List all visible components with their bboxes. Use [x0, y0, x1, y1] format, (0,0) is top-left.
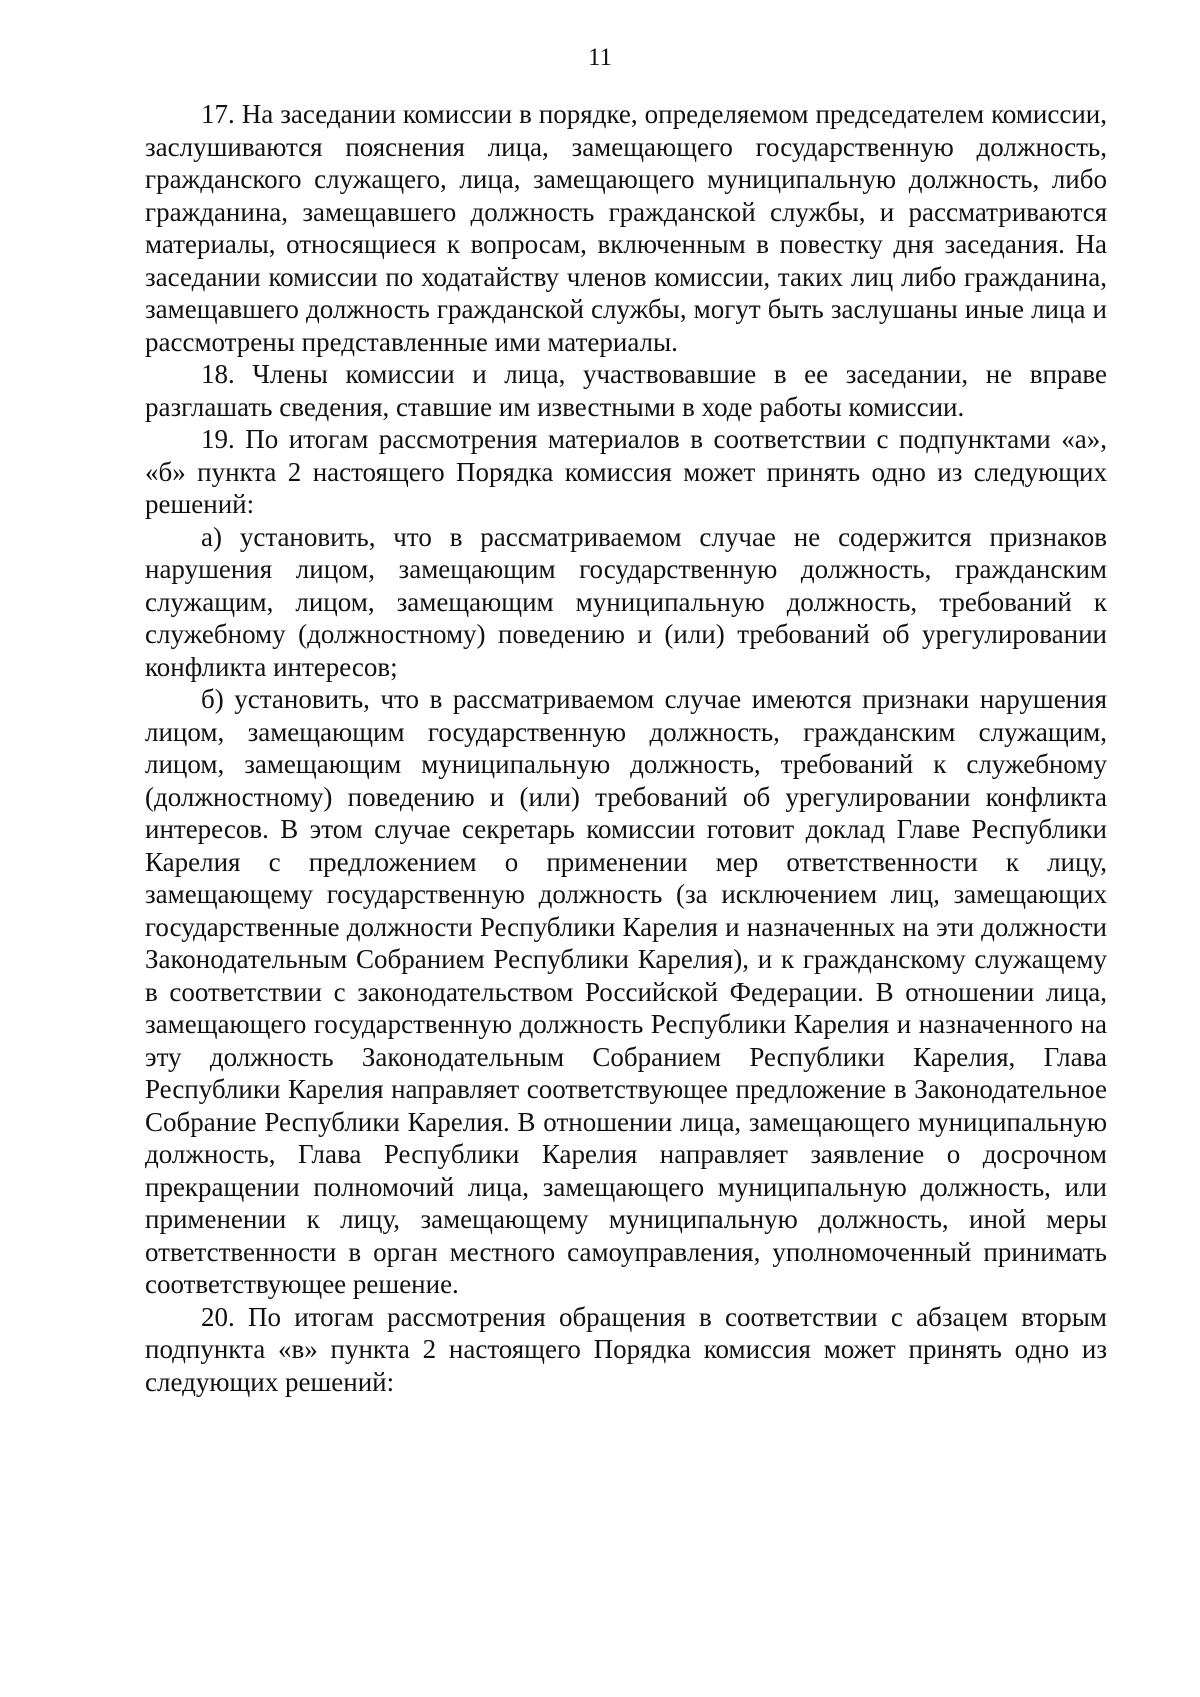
page-number: 11 — [587, 44, 613, 71]
paragraph-18: 18. Члены комиссии и лица, участвовавшие в ее заседании, не вправе разглашать сведения, ставшие им известными в ходе работы комиссии. — [145, 359, 1107, 422]
paragraph-19-b: б) установить, что в рассматриваемом случае имеются признаки нарушения лицом, замещающим государственную должность, гражданским служащим, лицом, замещающим муниципальную должность, требований к служебному (должностному) поведению и (или) требований об урегулировании конфликта интересов. В этом случае секретарь комиссии готовит доклад Главе Республики Карелия с предложением о применении мер ответственности к лицу, замещающему государственную должность (за исключением лиц, замещающих государственные должности Республики Карелия и назначенных на эти должности Законодательным Собранием Республики Карелия), и к гражданскому служащему в соответствии с законодательством Российской Федерации. В отношении лица, замещающего государственную должность Республики Карелия и назначенного на эту должность Законодательным Собранием Республики Карелия, Глава Республики Карелия направляет соответствующее предложение в Законодательное Собрание Республики Карелия. В отношении лица, замещающего муниципальную должность, Глава Республики Карелия направляет заявление о досрочном прекращении полномочий лица, замещающего муниципальную должность, или применении к лицу, замещающему муниципальную должность, иной меры ответственности в орган местного самоуправления, уполномоченный принимать соответствующее решение. — [145, 684, 1107, 1299]
document-body — [145, 98, 1107, 1398]
paragraph-19-a: а) установить, что в рассматриваемом случае не содержится признаков нарушения лицом, замещающим государственную должность, гражданским служащим, лицом, замещающим муниципальную должность, требований к служебному (должностному) поведению и (или) требований об урегулировании конфликта интересов; — [145, 521, 1107, 682]
paragraph-17: 17. На заседании комиссии в порядке, определяемом председателем комиссии, заслушиваются пояснения лица, замещающего государственную должность, гражданского служащего, лица, замещающего муниципальную должность, либо гражданина, замещавшего должность гражданской службы, и рассматриваются материалы, относящиеся к вопросам, включенным в повестку дня заседания. На заседании комиссии по ходатайству членов комиссии, таких лиц либо гражданина, замещавшего должность гражданской службы, могут быть заслушаны иные лица и рассмотрены представленные ими материалы. — [145, 99, 1107, 357]
paragraph-20: 20. По итогам рассмотрения обращения в соответствии с абзацем вторым подпункта «в» пункта 2 настоящего Порядка комиссия может принять одно из следующих решений: — [145, 1301, 1107, 1397]
paragraph-19: 19. По итогам рассмотрения материалов в соответствии с подпунктами «а», «б» пункта 2 настоящего Порядка комиссия может принять одно из следующих решений: — [145, 424, 1107, 519]
